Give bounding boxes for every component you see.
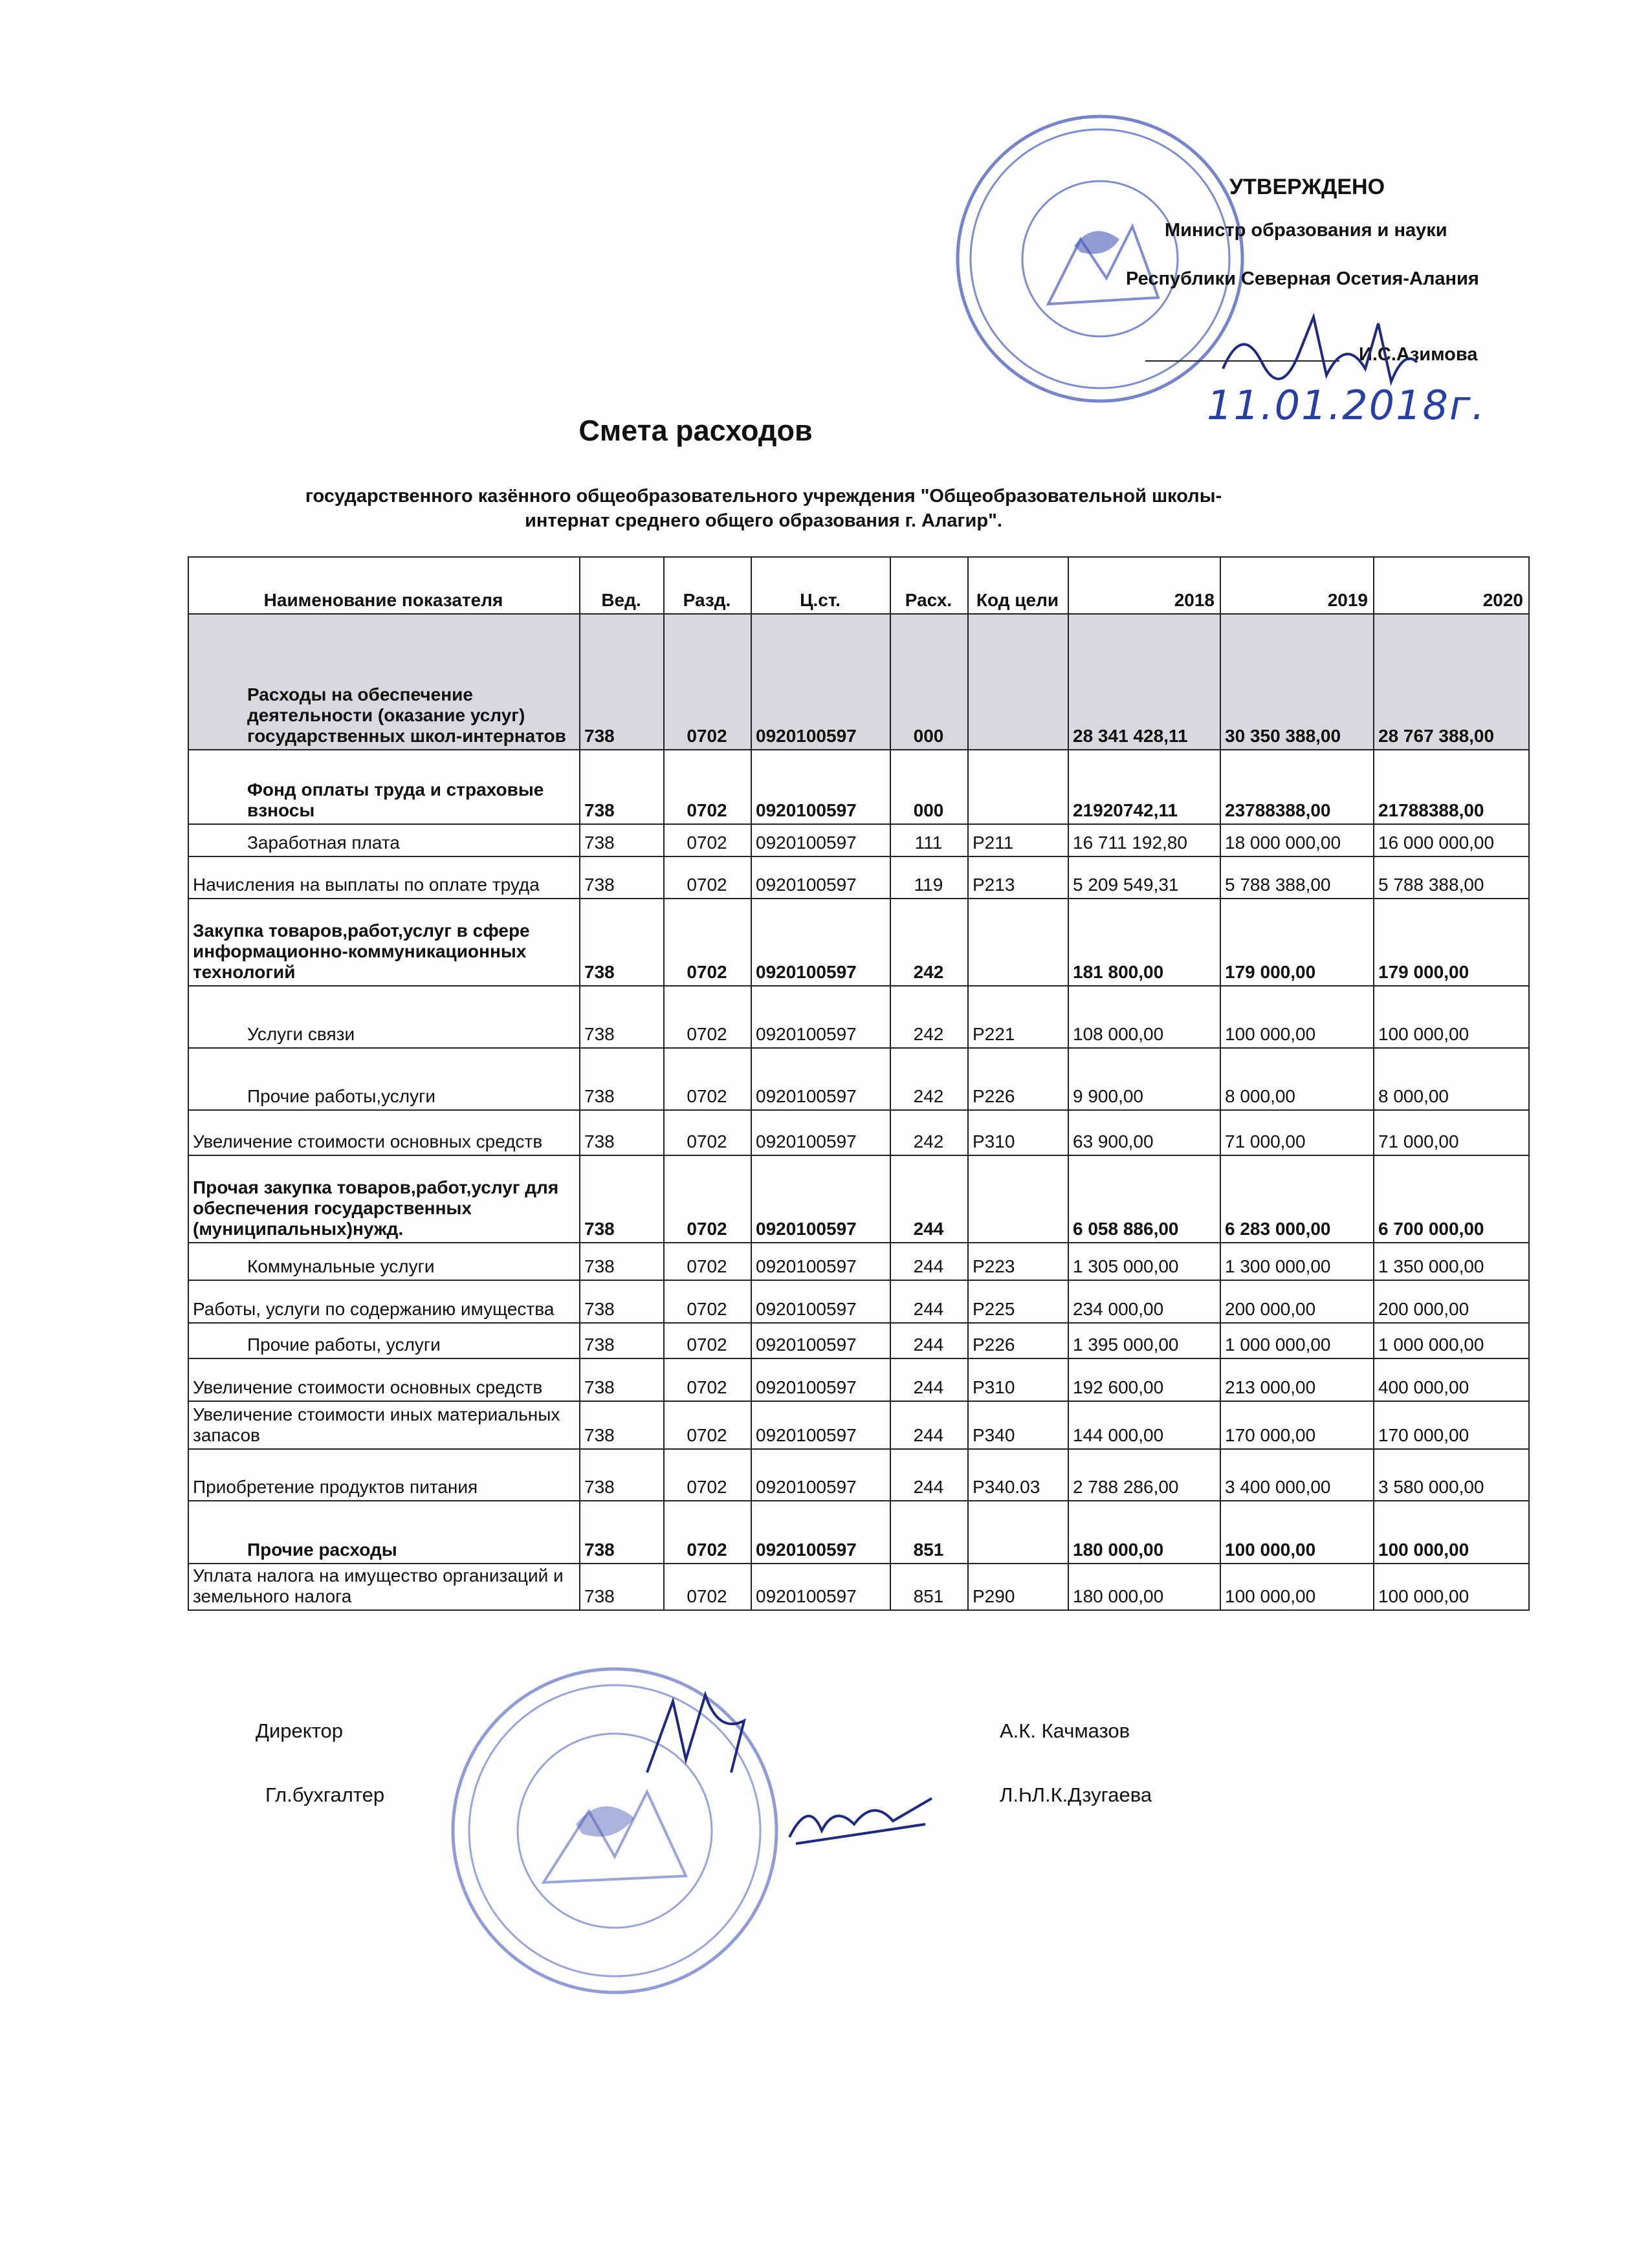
cell-cst: 0920100597 bbox=[751, 1280, 890, 1323]
cell-rash: 242 bbox=[890, 1110, 968, 1155]
cell-kod: Р340.03 bbox=[968, 1449, 1068, 1501]
cell-kod: Р225 bbox=[968, 1280, 1068, 1323]
cell-kod: Р226 bbox=[968, 1323, 1068, 1358]
cell-kod: Р211 bbox=[968, 824, 1068, 856]
cell-rash: 244 bbox=[890, 1155, 968, 1243]
cell-cst: 0920100597 bbox=[751, 856, 890, 899]
cell-y2020: 71 000,00 bbox=[1374, 1110, 1529, 1155]
director-label: Директор bbox=[256, 1719, 344, 1742]
cell-cst: 0920100597 bbox=[751, 1501, 890, 1564]
cell-name: Коммунальные услуги bbox=[188, 1243, 580, 1280]
cell-y2020: 170 000,00 bbox=[1374, 1401, 1529, 1449]
header-rash: Расх. bbox=[890, 557, 968, 614]
cell-y2018: 1 395 000,00 bbox=[1068, 1323, 1220, 1358]
cell-y2018: 1 305 000,00 bbox=[1068, 1243, 1220, 1280]
cell-y2018: 108 000,00 bbox=[1068, 986, 1220, 1048]
approval-position-line2: Республики Северная Осетия-Алания bbox=[1126, 268, 1479, 289]
cell-razd: 0702 bbox=[664, 1048, 751, 1110]
cell-razd: 0702 bbox=[664, 1501, 751, 1564]
cell-cst: 0920100597 bbox=[751, 1358, 890, 1401]
cell-ved: 738 bbox=[580, 1280, 664, 1323]
table-row bbox=[188, 1401, 1529, 1449]
cell-y2019: 1 300 000,00 bbox=[1220, 1243, 1374, 1280]
subtitle-line2: интернат среднего общего образования г. Алагир". bbox=[525, 510, 1002, 531]
table-row bbox=[188, 1449, 1529, 1501]
cell-name: Закупка товаров,работ,услуг в сфере информационно-коммуникационных технологий bbox=[188, 899, 580, 986]
cell-cst: 0920100597 bbox=[751, 1449, 890, 1501]
cell-y2019: 71 000,00 bbox=[1220, 1110, 1374, 1155]
cell-razd: 0702 bbox=[664, 1323, 751, 1358]
cell-name: Начисления на выплаты по оплате труда bbox=[188, 856, 580, 899]
cell-cst: 0920100597 bbox=[751, 1323, 890, 1358]
cell-name: Увеличение стоимости основных средств bbox=[188, 1358, 580, 1401]
cell-y2020: 100 000,00 bbox=[1374, 1501, 1529, 1564]
cell-cst: 0920100597 bbox=[751, 750, 890, 824]
cell-rash: 851 bbox=[890, 1564, 968, 1610]
cell-razd: 0702 bbox=[664, 1358, 751, 1401]
cell-y2019: 30 350 388,00 bbox=[1220, 614, 1374, 750]
cell-ved: 738 bbox=[580, 1243, 664, 1280]
cell-y2018: 21920742,11 bbox=[1068, 750, 1220, 824]
cell-y2019: 100 000,00 bbox=[1220, 1564, 1374, 1610]
cell-razd: 0702 bbox=[664, 1449, 751, 1501]
cell-kod: Р223 bbox=[968, 1243, 1068, 1280]
cell-kod: Р221 bbox=[968, 986, 1068, 1048]
director-signature bbox=[634, 1682, 764, 1785]
cell-cst: 0920100597 bbox=[751, 614, 890, 750]
cell-rash: 242 bbox=[890, 899, 968, 986]
table-row bbox=[188, 1323, 1529, 1358]
cell-rash: 244 bbox=[890, 1449, 968, 1501]
accountant-signature bbox=[783, 1785, 938, 1857]
cell-y2019: 100 000,00 bbox=[1220, 986, 1374, 1048]
cell-y2020: 200 000,00 bbox=[1374, 1280, 1529, 1323]
cell-y2020: 179 000,00 bbox=[1374, 899, 1529, 986]
cell-y2018: 63 900,00 bbox=[1068, 1110, 1220, 1155]
cell-name: Прочие работы,услуги bbox=[188, 1048, 580, 1110]
table-row bbox=[188, 1564, 1529, 1610]
cell-kod bbox=[968, 899, 1068, 986]
table-header-row bbox=[188, 557, 1529, 614]
cell-rash: 244 bbox=[890, 1358, 968, 1401]
cell-kod: Р340 bbox=[968, 1401, 1068, 1449]
cell-name: Увеличение стоимости иных материальных запасов bbox=[188, 1401, 580, 1449]
cell-y2020: 1 350 000,00 bbox=[1374, 1243, 1529, 1280]
cell-y2018: 234 000,00 bbox=[1068, 1280, 1220, 1323]
table-row bbox=[188, 1358, 1529, 1401]
cell-y2018: 16 711 192,80 bbox=[1068, 824, 1220, 856]
cell-y2020: 100 000,00 bbox=[1374, 1564, 1529, 1610]
header-2019: 2019 bbox=[1220, 557, 1374, 614]
cell-razd: 0702 bbox=[664, 1110, 751, 1155]
cell-rash: 000 bbox=[890, 614, 968, 750]
cell-kod bbox=[968, 1501, 1068, 1564]
cell-razd: 0702 bbox=[664, 1155, 751, 1243]
header-2020: 2020 bbox=[1374, 557, 1529, 614]
cell-name: Работы, услуги по содержанию имущества bbox=[188, 1280, 580, 1323]
cell-kod bbox=[968, 614, 1068, 750]
cell-name: Прочая закупка товаров,работ,услуг для обеспечения государственных (муниципальных)нужд. bbox=[188, 1155, 580, 1243]
cell-y2018: 180 000,00 bbox=[1068, 1501, 1220, 1564]
cell-razd: 0702 bbox=[664, 824, 751, 856]
cell-y2019: 200 000,00 bbox=[1220, 1280, 1374, 1323]
header-ved: Вед. bbox=[580, 557, 664, 614]
cell-y2019: 1 000 000,00 bbox=[1220, 1323, 1374, 1358]
cell-ved: 738 bbox=[580, 750, 664, 824]
cell-name: Заработная плата bbox=[188, 824, 580, 856]
cell-ved: 738 bbox=[580, 1110, 664, 1155]
cell-y2020: 100 000,00 bbox=[1374, 986, 1529, 1048]
cell-y2018: 180 000,00 bbox=[1068, 1564, 1220, 1610]
cell-kod: Р290 bbox=[968, 1564, 1068, 1610]
expense-table bbox=[188, 556, 1530, 1611]
cell-rash: 244 bbox=[890, 1280, 968, 1323]
cell-kod bbox=[968, 1155, 1068, 1243]
cell-y2020: 3 580 000,00 bbox=[1374, 1449, 1529, 1501]
cell-rash: 851 bbox=[890, 1501, 968, 1564]
cell-y2019: 170 000,00 bbox=[1220, 1401, 1374, 1449]
cell-y2020: 400 000,00 bbox=[1374, 1358, 1529, 1401]
cell-ved: 738 bbox=[580, 1449, 664, 1501]
cell-rash: 244 bbox=[890, 1243, 968, 1280]
cell-y2020: 5 788 388,00 bbox=[1374, 856, 1529, 899]
cell-rash: 242 bbox=[890, 986, 968, 1048]
cell-cst: 0920100597 bbox=[751, 986, 890, 1048]
cell-y2019: 179 000,00 bbox=[1220, 899, 1374, 986]
table-row bbox=[188, 1280, 1529, 1323]
accountant-label: Гл.бухгалтер bbox=[265, 1783, 385, 1806]
cell-name: Прочие работы, услуги bbox=[188, 1323, 580, 1358]
cell-name: Фонд оплаты труда и страховые взносы bbox=[188, 750, 580, 824]
table-row bbox=[188, 1155, 1529, 1243]
cell-kod bbox=[968, 750, 1068, 824]
cell-kod: Р310 bbox=[968, 1358, 1068, 1401]
cell-ved: 738 bbox=[580, 1323, 664, 1358]
cell-razd: 0702 bbox=[664, 1401, 751, 1449]
cell-cst: 0920100597 bbox=[751, 1048, 890, 1110]
cell-y2020: 16 000 000,00 bbox=[1374, 824, 1529, 856]
cell-kod: Р213 bbox=[968, 856, 1068, 899]
cell-y2018: 5 209 549,31 bbox=[1068, 856, 1220, 899]
table-row bbox=[188, 986, 1529, 1048]
cell-ved: 738 bbox=[580, 856, 664, 899]
approval-position-line1: Министр образования и науки bbox=[1165, 220, 1447, 241]
table-row bbox=[188, 1501, 1529, 1564]
cell-cst: 0920100597 bbox=[751, 1110, 890, 1155]
approval-title: УТВЕРЖДЕНО bbox=[1229, 175, 1385, 199]
cell-name: Приобретение продуктов питания bbox=[188, 1449, 580, 1501]
cell-razd: 0702 bbox=[664, 899, 751, 986]
approval-name: И.С.Азимова bbox=[1359, 344, 1478, 365]
document-title: Смета расходов bbox=[578, 414, 813, 447]
cell-y2019: 100 000,00 bbox=[1220, 1501, 1374, 1564]
cell-ved: 738 bbox=[580, 1048, 664, 1110]
cell-name: Прочие расходы bbox=[188, 1501, 580, 1564]
cell-y2019: 3 400 000,00 bbox=[1220, 1449, 1374, 1501]
approval-date: 11.01.2018г. bbox=[1207, 382, 1486, 429]
cell-rash: 244 bbox=[890, 1401, 968, 1449]
table-row bbox=[188, 1048, 1529, 1110]
cell-y2019: 6 283 000,00 bbox=[1220, 1155, 1374, 1243]
cell-y2020: 1 000 000,00 bbox=[1374, 1323, 1529, 1358]
table-row bbox=[188, 750, 1529, 824]
cell-rash: 111 bbox=[890, 824, 968, 856]
cell-name: Расходы на обеспечение деятельности (оказание услуг) государственных школ-интернатов bbox=[188, 614, 580, 750]
cell-kod: Р226 bbox=[968, 1048, 1068, 1110]
cell-y2019: 18 000 000,00 bbox=[1220, 824, 1374, 856]
table-row bbox=[188, 1110, 1529, 1155]
cell-y2018: 144 000,00 bbox=[1068, 1401, 1220, 1449]
cell-cst: 0920100597 bbox=[751, 1401, 890, 1449]
cell-rash: 119 bbox=[890, 856, 968, 899]
cell-ved: 738 bbox=[580, 899, 664, 986]
cell-ved: 738 bbox=[580, 1401, 664, 1449]
cell-rash: 244 bbox=[890, 1323, 968, 1358]
document-subtitle bbox=[239, 484, 1288, 533]
director-name: А.К. Качмазов bbox=[1000, 1719, 1130, 1742]
table-row bbox=[188, 614, 1529, 750]
cell-kod: Р310 bbox=[968, 1110, 1068, 1155]
cell-y2018: 28 341 428,11 bbox=[1068, 614, 1220, 750]
cell-ved: 738 bbox=[580, 1358, 664, 1401]
cell-y2018: 6 058 886,00 bbox=[1068, 1155, 1220, 1243]
cell-razd: 0702 bbox=[664, 856, 751, 899]
cell-y2019: 8 000,00 bbox=[1220, 1048, 1374, 1110]
table-row bbox=[188, 899, 1529, 986]
cell-y2020: 8 000,00 bbox=[1374, 1048, 1529, 1110]
cell-ved: 738 bbox=[580, 614, 664, 750]
cell-y2018: 2 788 286,00 bbox=[1068, 1449, 1220, 1501]
cell-ved: 738 bbox=[580, 1564, 664, 1610]
accountant-name: Л.ҺЛ.К.Дзугаева bbox=[1000, 1783, 1152, 1806]
cell-name: Увеличение стоимости основных средств bbox=[188, 1110, 580, 1155]
header-kod: Код цели bbox=[968, 557, 1068, 614]
cell-razd: 0702 bbox=[664, 1564, 751, 1610]
header-2018: 2018 bbox=[1068, 557, 1220, 614]
cell-razd: 0702 bbox=[664, 614, 751, 750]
cell-name: Услуги связи bbox=[188, 986, 580, 1048]
cell-y2018: 9 900,00 bbox=[1068, 1048, 1220, 1110]
cell-ved: 738 bbox=[580, 824, 664, 856]
cell-razd: 0702 bbox=[664, 1243, 751, 1280]
cell-ved: 738 bbox=[580, 1155, 664, 1243]
cell-cst: 0920100597 bbox=[751, 1243, 890, 1280]
cell-y2020: 28 767 388,00 bbox=[1374, 614, 1529, 750]
cell-name: Уплата налога на имущество организаций и земельного налога bbox=[188, 1564, 580, 1610]
cell-ved: 738 bbox=[580, 986, 664, 1048]
cell-ved: 738 bbox=[580, 1501, 664, 1564]
cell-y2020: 6 700 000,00 bbox=[1374, 1155, 1529, 1243]
cell-cst: 0920100597 bbox=[751, 1564, 890, 1610]
official-stamp-top bbox=[951, 110, 1249, 408]
cell-razd: 0702 bbox=[664, 750, 751, 824]
cell-cst: 0920100597 bbox=[751, 1155, 890, 1243]
cell-razd: 0702 bbox=[664, 986, 751, 1048]
subtitle-line1: государственного казённого общеобразовательного учреждения "Общеобразовательной школы- bbox=[305, 486, 1222, 507]
cell-cst: 0920100597 bbox=[751, 824, 890, 856]
cell-y2018: 181 800,00 bbox=[1068, 899, 1220, 986]
cell-y2019: 5 788 388,00 bbox=[1220, 856, 1374, 899]
table-row bbox=[188, 824, 1529, 856]
cell-rash: 000 bbox=[890, 750, 968, 824]
cell-razd: 0702 bbox=[664, 1280, 751, 1323]
cell-rash: 242 bbox=[890, 1048, 968, 1110]
cell-y2020: 21788388,00 bbox=[1374, 750, 1529, 824]
cell-y2019: 213 000,00 bbox=[1220, 1358, 1374, 1401]
table-row bbox=[188, 1243, 1529, 1280]
header-name: Наименование показателя bbox=[188, 557, 580, 614]
header-cst: Ц.ст. bbox=[751, 557, 890, 614]
cell-y2018: 192 600,00 bbox=[1068, 1358, 1220, 1401]
header-razd: Разд. bbox=[664, 557, 751, 614]
cell-cst: 0920100597 bbox=[751, 899, 890, 986]
cell-y2019: 23788388,00 bbox=[1220, 750, 1374, 824]
table-row bbox=[188, 856, 1529, 899]
